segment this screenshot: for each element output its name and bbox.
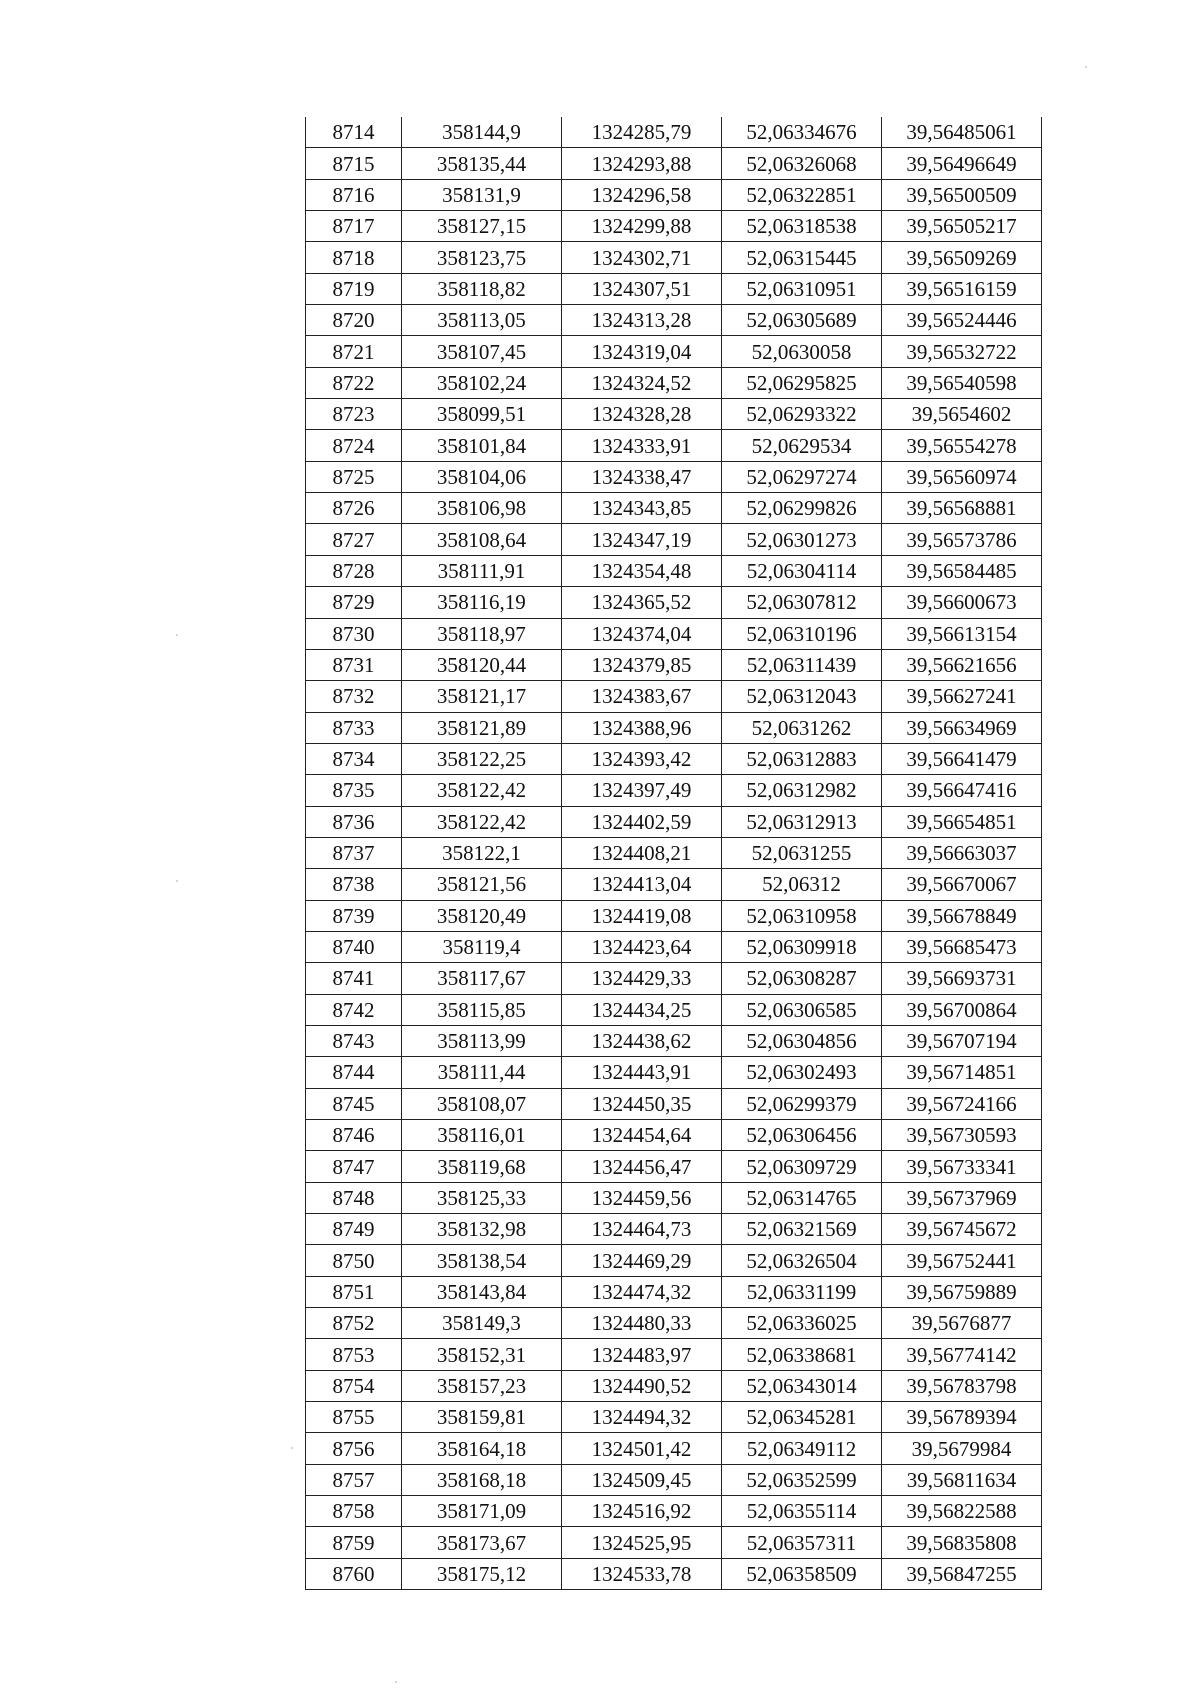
y-coordinate-cell: 1324393,42 (562, 743, 722, 774)
table-row (306, 712, 1042, 743)
table-row (306, 493, 1042, 524)
point-number-cell: 8757 (306, 1464, 402, 1495)
longitude-cell: 39,56485061 (882, 117, 1042, 148)
table-row (306, 1182, 1042, 1213)
longitude-cell: 39,56505217 (882, 211, 1042, 242)
longitude-cell: 39,56714851 (882, 1057, 1042, 1088)
point-number-cell: 8747 (306, 1151, 402, 1182)
point-number-cell: 8750 (306, 1245, 402, 1276)
point-number-cell: 8734 (306, 743, 402, 774)
longitude-cell: 39,56670067 (882, 869, 1042, 900)
table-row (306, 179, 1042, 210)
latitude-cell: 52,06304856 (722, 1025, 882, 1056)
x-coordinate-cell: 358144,9 (402, 117, 562, 148)
latitude-cell: 52,06309729 (722, 1151, 882, 1182)
table-row (306, 1025, 1042, 1056)
point-number-cell: 8722 (306, 367, 402, 398)
longitude-cell: 39,56560974 (882, 461, 1042, 492)
latitude-cell: 52,0631255 (722, 837, 882, 868)
table-row (306, 837, 1042, 868)
latitude-cell: 52,06311439 (722, 649, 882, 680)
longitude-cell: 39,56532722 (882, 336, 1042, 367)
longitude-cell: 39,56774142 (882, 1339, 1042, 1370)
x-coordinate-cell: 358152,31 (402, 1339, 562, 1370)
y-coordinate-cell: 1324296,58 (562, 179, 722, 210)
x-coordinate-cell: 358117,67 (402, 963, 562, 994)
x-coordinate-cell: 358123,75 (402, 242, 562, 273)
scan-speck (1085, 66, 1087, 68)
x-coordinate-cell: 358113,05 (402, 305, 562, 336)
latitude-cell: 52,06299379 (722, 1088, 882, 1119)
longitude-cell: 39,56627241 (882, 681, 1042, 712)
x-coordinate-cell: 358157,23 (402, 1370, 562, 1401)
x-coordinate-cell: 358113,99 (402, 1025, 562, 1056)
point-number-cell: 8749 (306, 1214, 402, 1245)
latitude-cell: 52,06315445 (722, 242, 882, 273)
longitude-cell: 39,56759889 (882, 1276, 1042, 1307)
point-number-cell: 8759 (306, 1527, 402, 1558)
point-number-cell: 8760 (306, 1558, 402, 1589)
y-coordinate-cell: 1324285,79 (562, 117, 722, 148)
x-coordinate-cell: 358108,64 (402, 524, 562, 555)
latitude-cell: 52,06312 (722, 869, 882, 900)
y-coordinate-cell: 1324533,78 (562, 1558, 722, 1589)
table-row (306, 117, 1042, 148)
y-coordinate-cell: 1324365,52 (562, 587, 722, 618)
point-number-cell: 8719 (306, 273, 402, 304)
table-row (306, 1464, 1042, 1495)
table-row (306, 900, 1042, 931)
table-row (306, 1339, 1042, 1370)
y-coordinate-cell: 1324328,28 (562, 399, 722, 430)
point-number-cell: 8732 (306, 681, 402, 712)
latitude-cell: 52,0631262 (722, 712, 882, 743)
y-coordinate-cell: 1324429,33 (562, 963, 722, 994)
latitude-cell: 52,06293322 (722, 399, 882, 430)
longitude-cell: 39,56822588 (882, 1496, 1042, 1527)
y-coordinate-cell: 1324347,19 (562, 524, 722, 555)
point-number-cell: 8751 (306, 1276, 402, 1307)
point-number-cell: 8723 (306, 399, 402, 430)
table-row (306, 148, 1042, 179)
y-coordinate-cell: 1324388,96 (562, 712, 722, 743)
latitude-cell: 52,06307812 (722, 587, 882, 618)
point-number-cell: 8745 (306, 1088, 402, 1119)
y-coordinate-cell: 1324379,85 (562, 649, 722, 680)
x-coordinate-cell: 358101,84 (402, 430, 562, 461)
point-number-cell: 8744 (306, 1057, 402, 1088)
table-row (306, 273, 1042, 304)
y-coordinate-cell: 1324383,67 (562, 681, 722, 712)
longitude-cell: 39,56573786 (882, 524, 1042, 555)
y-coordinate-cell: 1324450,35 (562, 1088, 722, 1119)
point-number-cell: 8740 (306, 931, 402, 962)
table-row (306, 618, 1042, 649)
x-coordinate-cell: 358118,97 (402, 618, 562, 649)
point-number-cell: 8716 (306, 179, 402, 210)
y-coordinate-cell: 1324516,92 (562, 1496, 722, 1527)
scan-speck (291, 1447, 293, 1449)
y-coordinate-cell: 1324494,32 (562, 1402, 722, 1433)
table-row (306, 1057, 1042, 1088)
latitude-cell: 52,06355114 (722, 1496, 882, 1527)
x-coordinate-cell: 358143,84 (402, 1276, 562, 1307)
longitude-cell: 39,56745672 (882, 1214, 1042, 1245)
longitude-cell: 39,56613154 (882, 618, 1042, 649)
longitude-cell: 39,56789394 (882, 1402, 1042, 1433)
latitude-cell: 52,06358509 (722, 1558, 882, 1589)
x-coordinate-cell: 358111,91 (402, 555, 562, 586)
y-coordinate-cell: 1324454,64 (562, 1120, 722, 1151)
latitude-cell: 52,06326504 (722, 1245, 882, 1276)
table-row (306, 931, 1042, 962)
x-coordinate-cell: 358125,33 (402, 1182, 562, 1213)
y-coordinate-cell: 1324319,04 (562, 336, 722, 367)
latitude-cell: 52,06321569 (722, 1214, 882, 1245)
y-coordinate-cell: 1324509,45 (562, 1464, 722, 1495)
x-coordinate-cell: 358122,42 (402, 806, 562, 837)
longitude-cell: 39,56693731 (882, 963, 1042, 994)
x-coordinate-cell: 358107,45 (402, 336, 562, 367)
longitude-cell: 39,56730593 (882, 1120, 1042, 1151)
y-coordinate-cell: 1324464,73 (562, 1214, 722, 1245)
point-number-cell: 8720 (306, 305, 402, 336)
latitude-cell: 52,06306456 (722, 1120, 882, 1151)
x-coordinate-cell: 358121,17 (402, 681, 562, 712)
table-row (306, 1151, 1042, 1182)
latitude-cell: 52,06357311 (722, 1527, 882, 1558)
x-coordinate-cell: 358121,89 (402, 712, 562, 743)
table-row (306, 430, 1042, 461)
point-number-cell: 8741 (306, 963, 402, 994)
longitude-cell: 39,56621656 (882, 649, 1042, 680)
point-number-cell: 8727 (306, 524, 402, 555)
point-number-cell: 8731 (306, 649, 402, 680)
y-coordinate-cell: 1324490,52 (562, 1370, 722, 1401)
x-coordinate-cell: 358135,44 (402, 148, 562, 179)
point-number-cell: 8736 (306, 806, 402, 837)
y-coordinate-cell: 1324354,48 (562, 555, 722, 586)
x-coordinate-cell: 358171,09 (402, 1496, 562, 1527)
y-coordinate-cell: 1324501,42 (562, 1433, 722, 1464)
longitude-cell: 39,56811634 (882, 1464, 1042, 1495)
point-number-cell: 8718 (306, 242, 402, 273)
x-coordinate-cell: 358115,85 (402, 994, 562, 1025)
table-row (306, 524, 1042, 555)
latitude-cell: 52,06312883 (722, 743, 882, 774)
longitude-cell: 39,56737969 (882, 1182, 1042, 1213)
scan-speck (176, 634, 178, 636)
coordinates-table (305, 117, 1042, 1590)
longitude-cell: 39,56634969 (882, 712, 1042, 743)
point-number-cell: 8735 (306, 775, 402, 806)
y-coordinate-cell: 1324402,59 (562, 806, 722, 837)
point-number-cell: 8738 (306, 869, 402, 900)
table-row (306, 743, 1042, 774)
table-row (306, 1370, 1042, 1401)
table-row (306, 869, 1042, 900)
x-coordinate-cell: 358119,4 (402, 931, 562, 962)
x-coordinate-cell: 358106,98 (402, 493, 562, 524)
x-coordinate-cell: 358149,3 (402, 1308, 562, 1339)
latitude-cell: 52,06309918 (722, 931, 882, 962)
point-number-cell: 8737 (306, 837, 402, 868)
latitude-cell: 52,06304114 (722, 555, 882, 586)
table-row (306, 305, 1042, 336)
longitude-cell: 39,56678849 (882, 900, 1042, 931)
y-coordinate-cell: 1324456,47 (562, 1151, 722, 1182)
x-coordinate-cell: 358104,06 (402, 461, 562, 492)
y-coordinate-cell: 1324474,32 (562, 1276, 722, 1307)
x-coordinate-cell: 358108,07 (402, 1088, 562, 1119)
table-row (306, 681, 1042, 712)
coordinates-table-body (306, 117, 1042, 1590)
y-coordinate-cell: 1324343,85 (562, 493, 722, 524)
longitude-cell: 39,5676877 (882, 1308, 1042, 1339)
x-coordinate-cell: 358127,15 (402, 211, 562, 242)
table-row (306, 649, 1042, 680)
table-row (306, 1088, 1042, 1119)
y-coordinate-cell: 1324438,62 (562, 1025, 722, 1056)
x-coordinate-cell: 358119,68 (402, 1151, 562, 1182)
latitude-cell: 52,06314765 (722, 1182, 882, 1213)
point-number-cell: 8725 (306, 461, 402, 492)
latitude-cell: 52,06312913 (722, 806, 882, 837)
longitude-cell: 39,56724166 (882, 1088, 1042, 1119)
y-coordinate-cell: 1324299,88 (562, 211, 722, 242)
table-row (306, 1245, 1042, 1276)
latitude-cell: 52,06349112 (722, 1433, 882, 1464)
x-coordinate-cell: 358138,54 (402, 1245, 562, 1276)
latitude-cell: 52,0629534 (722, 430, 882, 461)
longitude-cell: 39,56685473 (882, 931, 1042, 962)
point-number-cell: 8733 (306, 712, 402, 743)
table-row (306, 555, 1042, 586)
longitude-cell: 39,56733341 (882, 1151, 1042, 1182)
latitude-cell: 52,06338681 (722, 1339, 882, 1370)
longitude-cell: 39,56509269 (882, 242, 1042, 273)
longitude-cell: 39,56524446 (882, 305, 1042, 336)
y-coordinate-cell: 1324419,08 (562, 900, 722, 931)
latitude-cell: 52,06326068 (722, 148, 882, 179)
x-coordinate-cell: 358132,98 (402, 1214, 562, 1245)
longitude-cell: 39,56516159 (882, 273, 1042, 304)
y-coordinate-cell: 1324459,56 (562, 1182, 722, 1213)
point-number-cell: 8724 (306, 430, 402, 461)
y-coordinate-cell: 1324333,91 (562, 430, 722, 461)
longitude-cell: 39,56540598 (882, 367, 1042, 398)
point-number-cell: 8754 (306, 1370, 402, 1401)
table-row (306, 242, 1042, 273)
x-coordinate-cell: 358116,01 (402, 1120, 562, 1151)
latitude-cell: 52,06297274 (722, 461, 882, 492)
x-coordinate-cell: 358116,19 (402, 587, 562, 618)
table-row (306, 775, 1042, 806)
table-row (306, 367, 1042, 398)
latitude-cell: 52,06310196 (722, 618, 882, 649)
longitude-cell: 39,56835808 (882, 1527, 1042, 1558)
y-coordinate-cell: 1324423,64 (562, 931, 722, 962)
scan-speck (395, 1681, 397, 1683)
point-number-cell: 8717 (306, 211, 402, 242)
table-row (306, 994, 1042, 1025)
table-row (306, 1558, 1042, 1589)
latitude-cell: 52,06310951 (722, 273, 882, 304)
y-coordinate-cell: 1324338,47 (562, 461, 722, 492)
latitude-cell: 52,06305689 (722, 305, 882, 336)
x-coordinate-cell: 358122,42 (402, 775, 562, 806)
point-number-cell: 8746 (306, 1120, 402, 1151)
table-row (306, 1496, 1042, 1527)
y-coordinate-cell: 1324313,28 (562, 305, 722, 336)
latitude-cell: 52,06336025 (722, 1308, 882, 1339)
x-coordinate-cell: 358120,44 (402, 649, 562, 680)
point-number-cell: 8728 (306, 555, 402, 586)
longitude-cell: 39,56647416 (882, 775, 1042, 806)
x-coordinate-cell: 358131,9 (402, 179, 562, 210)
table-row (306, 1214, 1042, 1245)
point-number-cell: 8753 (306, 1339, 402, 1370)
table-row (306, 587, 1042, 618)
x-coordinate-cell: 358164,18 (402, 1433, 562, 1464)
y-coordinate-cell: 1324302,71 (562, 242, 722, 273)
table-row (306, 1433, 1042, 1464)
table-row (306, 1120, 1042, 1151)
latitude-cell: 52,06308287 (722, 963, 882, 994)
table-row (306, 399, 1042, 430)
point-number-cell: 8748 (306, 1182, 402, 1213)
point-number-cell: 8742 (306, 994, 402, 1025)
y-coordinate-cell: 1324443,91 (562, 1057, 722, 1088)
point-number-cell: 8752 (306, 1308, 402, 1339)
y-coordinate-cell: 1324525,95 (562, 1527, 722, 1558)
y-coordinate-cell: 1324324,52 (562, 367, 722, 398)
point-number-cell: 8715 (306, 148, 402, 179)
y-coordinate-cell: 1324397,49 (562, 775, 722, 806)
point-number-cell: 8756 (306, 1433, 402, 1464)
x-coordinate-cell: 358111,44 (402, 1057, 562, 1088)
x-coordinate-cell: 358121,56 (402, 869, 562, 900)
latitude-cell: 52,0630058 (722, 336, 882, 367)
table-row (306, 1402, 1042, 1433)
x-coordinate-cell: 358099,51 (402, 399, 562, 430)
longitude-cell: 39,56663037 (882, 837, 1042, 868)
longitude-cell: 39,56554278 (882, 430, 1042, 461)
y-coordinate-cell: 1324480,33 (562, 1308, 722, 1339)
longitude-cell: 39,56847255 (882, 1558, 1042, 1589)
x-coordinate-cell: 358102,24 (402, 367, 562, 398)
x-coordinate-cell: 358168,18 (402, 1464, 562, 1495)
table-row (306, 336, 1042, 367)
point-number-cell: 8729 (306, 587, 402, 618)
table-row (306, 461, 1042, 492)
longitude-cell: 39,56700864 (882, 994, 1042, 1025)
latitude-cell: 52,06352599 (722, 1464, 882, 1495)
table-row (306, 1308, 1042, 1339)
latitude-cell: 52,06318538 (722, 211, 882, 242)
table-row (306, 806, 1042, 837)
y-coordinate-cell: 1324483,97 (562, 1339, 722, 1370)
longitude-cell: 39,56654851 (882, 806, 1042, 837)
latitude-cell: 52,06301273 (722, 524, 882, 555)
latitude-cell: 52,06322851 (722, 179, 882, 210)
latitude-cell: 52,06343014 (722, 1370, 882, 1401)
latitude-cell: 52,06312043 (722, 681, 882, 712)
latitude-cell: 52,06302493 (722, 1057, 882, 1088)
point-number-cell: 8758 (306, 1496, 402, 1527)
longitude-cell: 39,56568881 (882, 493, 1042, 524)
y-coordinate-cell: 1324434,25 (562, 994, 722, 1025)
longitude-cell: 39,56783798 (882, 1370, 1042, 1401)
longitude-cell: 39,5654602 (882, 399, 1042, 430)
point-number-cell: 8743 (306, 1025, 402, 1056)
x-coordinate-cell: 358159,81 (402, 1402, 562, 1433)
latitude-cell: 52,06331199 (722, 1276, 882, 1307)
point-number-cell: 8721 (306, 336, 402, 367)
longitude-cell: 39,56752441 (882, 1245, 1042, 1276)
y-coordinate-cell: 1324307,51 (562, 273, 722, 304)
point-number-cell: 8714 (306, 117, 402, 148)
x-coordinate-cell: 358118,82 (402, 273, 562, 304)
point-number-cell: 8739 (306, 900, 402, 931)
latitude-cell: 52,06295825 (722, 367, 882, 398)
latitude-cell: 52,06345281 (722, 1402, 882, 1433)
latitude-cell: 52,06312982 (722, 775, 882, 806)
y-coordinate-cell: 1324374,04 (562, 618, 722, 649)
x-coordinate-cell: 358173,67 (402, 1527, 562, 1558)
longitude-cell: 39,56641479 (882, 743, 1042, 774)
longitude-cell: 39,56496649 (882, 148, 1042, 179)
table-row (306, 211, 1042, 242)
x-coordinate-cell: 358120,49 (402, 900, 562, 931)
point-number-cell: 8726 (306, 493, 402, 524)
table-row (306, 1527, 1042, 1558)
longitude-cell: 39,56707194 (882, 1025, 1042, 1056)
y-coordinate-cell: 1324469,29 (562, 1245, 722, 1276)
y-coordinate-cell: 1324293,88 (562, 148, 722, 179)
latitude-cell: 52,06299826 (722, 493, 882, 524)
x-coordinate-cell: 358122,1 (402, 837, 562, 868)
latitude-cell: 52,06334676 (722, 117, 882, 148)
point-number-cell: 8730 (306, 618, 402, 649)
y-coordinate-cell: 1324408,21 (562, 837, 722, 868)
latitude-cell: 52,06310958 (722, 900, 882, 931)
longitude-cell: 39,56584485 (882, 555, 1042, 586)
longitude-cell: 39,56500509 (882, 179, 1042, 210)
longitude-cell: 39,5679984 (882, 1433, 1042, 1464)
point-number-cell: 8755 (306, 1402, 402, 1433)
table-row (306, 1276, 1042, 1307)
y-coordinate-cell: 1324413,04 (562, 869, 722, 900)
scan-speck (176, 880, 178, 882)
x-coordinate-cell: 358175,12 (402, 1558, 562, 1589)
latitude-cell: 52,06306585 (722, 994, 882, 1025)
longitude-cell: 39,56600673 (882, 587, 1042, 618)
table-row (306, 963, 1042, 994)
x-coordinate-cell: 358122,25 (402, 743, 562, 774)
